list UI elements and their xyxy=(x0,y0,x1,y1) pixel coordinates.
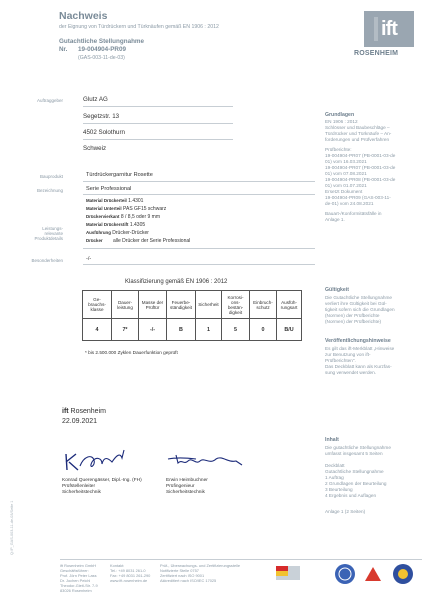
value-cell: 7* xyxy=(112,319,139,341)
certification-badge xyxy=(276,566,300,580)
classification-table xyxy=(82,290,302,341)
header-cell: Dauer- leistung xyxy=(112,291,139,319)
document-subtitle: der Eignung von Türdrückern und Türknäufen gemäß EN 1906 : 2012 xyxy=(59,24,219,30)
footer-company: ift Rosenheim GmbH Geschäftsführer: Prof. Jörn Peter Lass Dr. Jochen Peichl Theodor-Gietl-Str. 7-9 83026 Rosenheim xyxy=(60,563,98,593)
header-cell: Einbruch- schutz xyxy=(250,291,277,319)
divider xyxy=(83,194,315,195)
divider xyxy=(83,106,233,107)
label-auftraggeber: Auftraggeber xyxy=(36,98,63,103)
place: ift Rosenheim xyxy=(62,408,106,415)
footer-contact: Kontakt: Tel.: +49 8031 261-0 Fax: +49 8031 261-290 www.ift-rosenheim.de xyxy=(110,563,151,583)
classification-heading: Klassifizierung gemäß EN 1906 : 2012 xyxy=(125,279,228,285)
table-row xyxy=(83,319,302,341)
document-number-row xyxy=(59,46,126,53)
signatory-2: Erwin Heimbuchner Prüfingenieur Sicherheitstechnik xyxy=(166,478,208,495)
document-reference: (GAS-003-11-de-03) xyxy=(78,55,125,61)
grundlagen-text: EN 1906 : 2012 Schlösser und Baubeschläge – Türdrücker und Türknäufe – An- forderungen und Prüfverfahren Prüfberichte: 19-004904-PR07 (PB-0001-03-de 01) vom 16.03.2021 19-004904-PR07 (PB-0001-03-de 01) vom 07.08.2021 19-004904-PR08 (PB-0001-03-de 01) vom 01.07.2021 Ersetzt Dokument 19-004904-PR09 (GAS-003-11- de-01) vom 24.08.2021 Bauart-/Konformitätsfälle in Anlage 1. xyxy=(325,119,396,222)
notified-body-icon xyxy=(392,563,414,585)
value-cell: 0 xyxy=(250,319,277,341)
value-cell: B/U xyxy=(277,319,302,341)
inhalt-heading: Inhalt xyxy=(325,437,339,443)
header-cell: Ge- brauchs- klasse xyxy=(83,291,112,319)
grundlagen-heading: Grundlagen xyxy=(325,112,355,118)
number-label: Nr. xyxy=(59,46,68,53)
special-notes: -/- xyxy=(86,256,92,262)
value-cell: 5 xyxy=(222,319,250,341)
ift-logo xyxy=(364,11,414,47)
header-cell: Korrosi- ons- bestän- digkeit xyxy=(222,291,250,319)
value-cell: 1 xyxy=(196,319,222,341)
document-title: Nachweis xyxy=(59,10,108,22)
value-cell: 4 xyxy=(83,319,112,341)
divider xyxy=(83,123,233,124)
veroeffentlichung-heading: Veröffentlichungshinweise xyxy=(325,338,391,344)
classification-footnote: * bis 2.500.000 Zyklen Dauerfunktion geprüft xyxy=(85,350,178,355)
product-name: Türdrückergarnitur Rosette xyxy=(86,172,153,178)
detail-row: Drückervierkant 8 / 8,5 oder 9 mm xyxy=(86,214,161,221)
client-street: Segetzstr. 13 xyxy=(83,113,120,120)
date: 22.09.2021 xyxy=(62,418,98,425)
dakks-logo-icon xyxy=(363,565,383,583)
signatory-1: Konrad Querengässer, Dipl.-Ing. (FH) Prüfstellenleiter Sicherheitstechnik xyxy=(62,478,142,495)
signature-2 xyxy=(166,451,244,471)
product-series: Serie Professional xyxy=(86,186,132,192)
detail-row: Material Drückerteil 1.4301 xyxy=(86,198,144,204)
value-cell: -/- xyxy=(139,319,167,341)
detail-row: Ausführung Drücker-Drücker xyxy=(86,230,149,237)
header-cell: Sicherheit xyxy=(196,291,222,319)
logo-text: ift xyxy=(381,18,397,40)
document-number: 19-004904-PR09 xyxy=(78,46,126,53)
detail-row: Drücker alle Drücker der Serie Professional xyxy=(86,238,191,245)
side-reference: Q:/P_GAS-003-11-de-03/Seite 1 xyxy=(10,500,14,555)
client-name: Glutz AG xyxy=(83,96,108,103)
value-cell: B xyxy=(167,319,196,341)
signature-1 xyxy=(62,448,142,474)
label-bezeichnung: Bezeichnung xyxy=(36,188,63,193)
label-leistungsrelevante: Leistungs- relevante Produktdetails xyxy=(34,226,63,241)
gueltigkeit-heading: Gültigkeit xyxy=(325,287,349,293)
header-cell: Feuerbe- ständigkeit xyxy=(167,291,196,319)
divider xyxy=(83,139,233,140)
divider xyxy=(83,248,315,249)
table-header-row xyxy=(83,291,302,319)
header-cell: Ausfüh- rungsart xyxy=(277,291,302,319)
client-country: Schweiz xyxy=(83,145,107,152)
veroeffentlichung-text: Es gilt das ift-Merkblatt „Hinweise zur Benutzung von ift- Prüfberichten". Das Deckblatt kann als Kurzfas- sung verwendet werden. xyxy=(325,346,395,375)
document-type: Gutachtliche Stellungnahme xyxy=(59,38,145,45)
footer-accreditation: Prüf-, Überwachungs- und Zertifizierungsstelle Notifizierte Stelle 0757 Zertifiziert nach ISO 9001 Akkreditiert nach ISO/IEC 17025 xyxy=(160,563,241,583)
label-besonderheiten: Besonderheiten xyxy=(31,258,63,263)
product-details xyxy=(86,197,190,246)
client-city: 4502 Solothurn xyxy=(83,129,125,136)
inhalt-text: Die gutachtliche Stellungnahme umfasst insgesamt 5 Seiten Deckblatt Gutachtliche Stellungnahme 1 Auftrag 2 Grundlagen der Beurteilung 3 Beurteilung 4 Ergebnis und Auflagen Anlage 1 (2 Seiten) xyxy=(325,445,391,514)
header-cell: Masse der Prüftür xyxy=(139,291,167,319)
divider xyxy=(83,181,315,182)
detail-row: Material Drückerstift 1.4305 xyxy=(86,222,146,229)
gueltigkeit-text: Die Gutachtliche Stellungnahme verliert ihre Gültigkeit bei Gül- tigkeit sofern sich die Grundlagen (Normen) der Prüfberichte (Normen) der Prüfberichte) xyxy=(325,295,395,324)
footer-divider xyxy=(60,559,422,560)
detail-row: Material Unterteil PAS GF15 schwarz xyxy=(86,206,167,213)
divider xyxy=(83,264,315,265)
accreditation-seal-icon xyxy=(334,563,356,585)
logo-wordmark: ROSENHEIM xyxy=(354,50,399,57)
label-bauprodukt: Bauprodukt xyxy=(39,174,63,179)
